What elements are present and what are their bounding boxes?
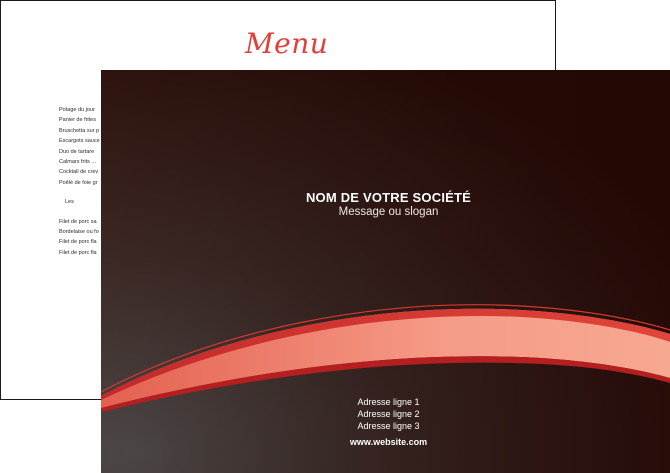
website-url: www.website.com	[349, 437, 428, 447]
menu-item: Panier de frites	[59, 117, 96, 124]
menu-item: Bruschetta sur p	[59, 127, 100, 134]
menu-item: Filet de porc sa	[59, 218, 97, 225]
address-line-3: Adresse ligne 3	[357, 421, 420, 431]
menu-item: Bordelaise ou fo	[59, 228, 99, 235]
address-line-2: Adresse ligne 2	[357, 409, 420, 419]
menu-item: Duo de tartare	[59, 148, 95, 155]
address-line-1: Adresse ligne 1	[357, 397, 420, 407]
menu-item: Cocktail de crev	[59, 169, 99, 176]
menu-item: Potage du jour	[59, 107, 95, 113]
menu-title: Menu	[245, 27, 329, 60]
company-name: NOM DE VOTRE SOCIÉTÉ	[305, 190, 472, 205]
cover-front-page	[101, 70, 670, 473]
menu-item: Filet de porc fla	[59, 249, 97, 256]
menu-item: Poêlé de foie gr	[59, 179, 98, 186]
menu-item: Escargots sauce	[59, 138, 100, 145]
slogan: Message ou slogan	[338, 206, 439, 218]
menu-section-label: Les	[65, 199, 74, 206]
menu-item: Calmars frits ...	[59, 158, 96, 165]
menu-item: Filet de porc fla	[59, 239, 97, 246]
